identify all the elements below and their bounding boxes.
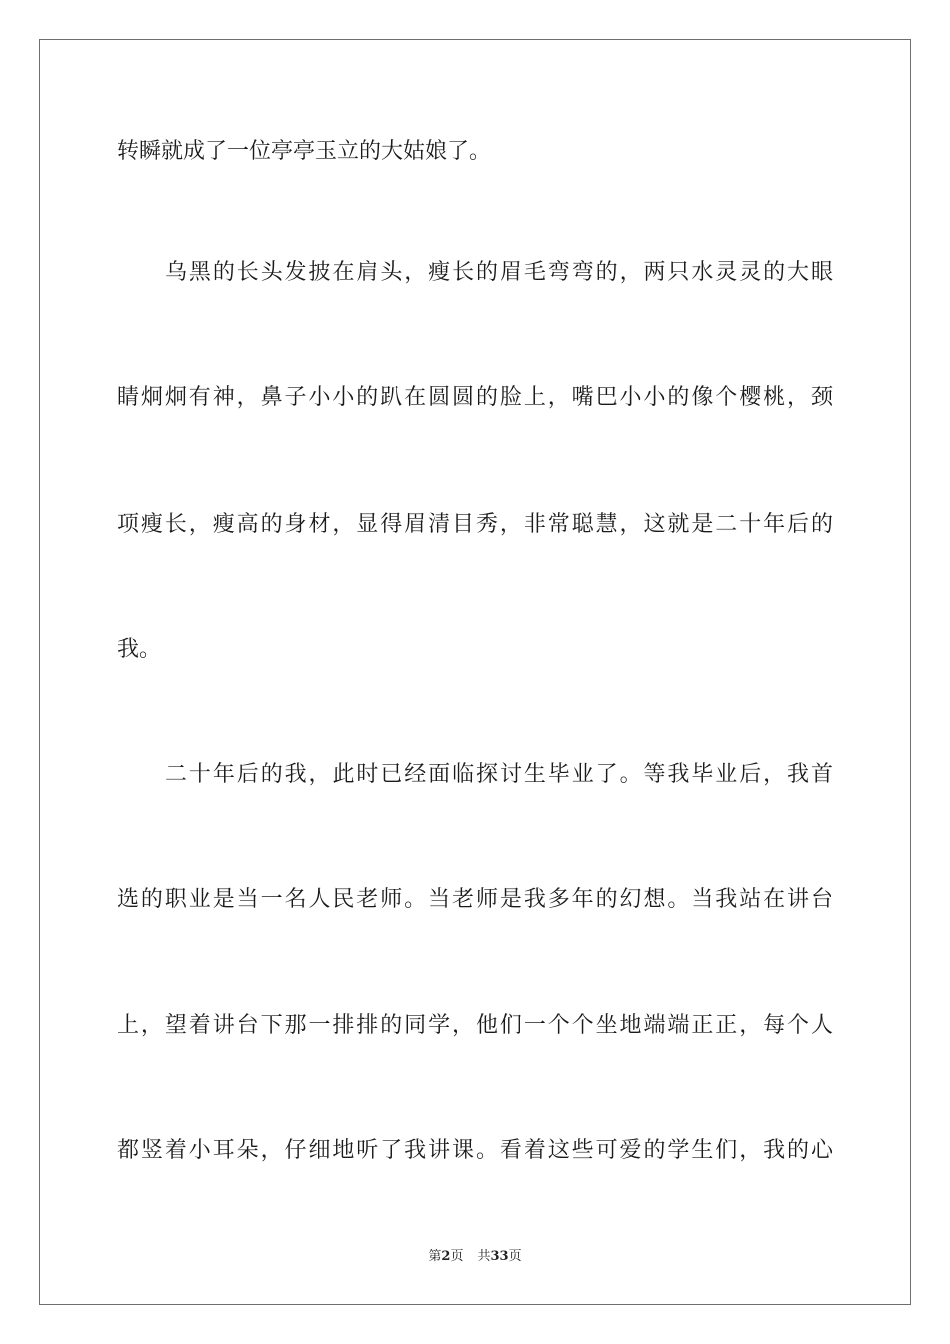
- paragraph-line: 二十年后的我，此时已经面临探讨生毕业了。等我毕业后，我首: [165, 762, 833, 787]
- total-suffix: 页: [508, 1249, 522, 1264]
- page-suffix: 页: [450, 1249, 464, 1264]
- page-prefix: 第: [428, 1249, 442, 1264]
- page-number: 2: [441, 1249, 451, 1264]
- page-border: [39, 39, 911, 1305]
- paragraph-line: 我。: [117, 637, 162, 662]
- total-pages: 33: [490, 1249, 509, 1264]
- paragraph-line: 睛炯炯有神，鼻子小小的趴在圆圆的脸上，嘴巴小小的像个樱桃，颈: [117, 385, 833, 410]
- paragraph-line: 项瘦长，瘦高的身材，显得眉清目秀，非常聪慧，这就是二十年后的: [117, 512, 833, 537]
- paragraph-line: 都竖着小耳朵，仔细地听了我讲课。看着这些可爱的学生们，我的心: [117, 1138, 833, 1163]
- paragraph-line: 转瞬就成了一位亭亭玉立的大姑娘了。: [117, 139, 492, 164]
- paragraph-line: 上，望着讲台下那一排排的同学，他们一个个坐地端端正正，每个人: [117, 1013, 833, 1038]
- paragraph-line: 选的职业是当一名人民老师。当老师是我多年的幻想。当我站在讲台: [117, 887, 833, 912]
- total-prefix: 共: [477, 1249, 491, 1264]
- paragraph-line: 乌黑的长头发披在肩头，瘦长的眉毛弯弯的，两只水灵灵的大眼: [165, 260, 833, 285]
- page-footer: [0, 1248, 950, 1266]
